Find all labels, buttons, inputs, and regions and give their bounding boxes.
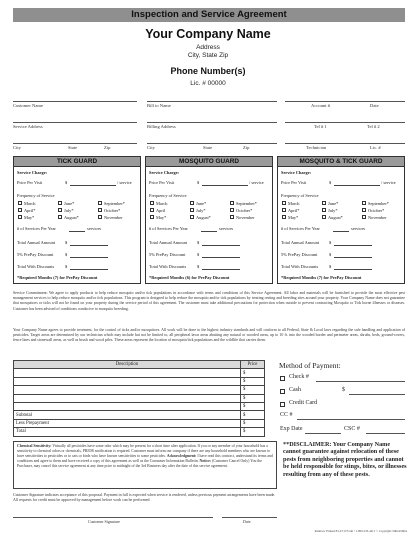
services-label: services [351,226,366,231]
month-label: October* [104,207,121,213]
service-charge-label: Service Charge: [149,170,180,175]
month-label: November [368,214,387,220]
company-city-state-zip: City, State Zip [187,52,229,59]
month-checkbox[interactable] [190,208,194,212]
acknowledgment-label: Acknowledgment: [166,454,197,458]
month-checkbox[interactable] [150,201,154,205]
services-per-year-label: # of Services Per Year [17,226,56,231]
prepay-discount-field[interactable] [70,257,108,258]
month-checkbox[interactable] [58,201,62,205]
month-checkbox[interactable] [98,201,102,205]
price-cell[interactable]: $ [241,369,265,377]
month-checkbox[interactable] [282,215,286,219]
month-label: March [156,200,168,206]
month-checkbox[interactable] [362,215,366,219]
price-cell[interactable]: $ [241,386,265,394]
price-cell[interactable]: $ [241,402,265,410]
cash-label: Cash [289,387,301,393]
table-row[interactable] [14,386,265,394]
service-panel [13,156,141,284]
prepay-discount-dollar-sign: $ [329,252,332,257]
subtotal-row-label: Subtotal [14,411,241,419]
panel-title: MOSQUITO GUARD [146,157,272,167]
technician-label: Technician [306,145,327,150]
total-with-discounts-dollar-sign: $ [65,264,68,269]
month-label: April* [288,207,300,213]
month-label: May* [156,214,167,220]
exp-date-line[interactable] [305,433,341,434]
description-cell[interactable] [14,394,241,402]
required-months-note: *Required Months (7) for PrePay Discount [281,275,362,280]
subtotal-row [14,411,265,419]
cash-dollar-sign: $ [342,387,345,393]
account-line[interactable] [285,101,405,102]
notice-label: Notice: [199,459,212,463]
price-per-visit-field[interactable] [70,185,116,186]
month-checkbox[interactable] [322,208,326,212]
price-header: Price [241,361,265,369]
csc-line[interactable] [366,433,405,434]
month-checkbox[interactable] [190,201,194,205]
month-label: May* [24,214,35,220]
table-row[interactable] [14,402,265,410]
service-charge-label: Service Charge: [281,170,312,175]
description-cell[interactable] [14,377,241,385]
csc-label: CSC # [344,426,360,432]
customer-signature-label: Customer Signature [88,519,120,524]
frequency-label: Frequency of Service [149,193,187,198]
description-cell[interactable] [14,369,241,377]
total-annual-field[interactable] [334,245,372,246]
cc-number-label: CC # [280,412,293,418]
credit-card-checkbox[interactable] [280,402,285,407]
month-checkbox[interactable] [98,215,102,219]
billing-address-label: Billing Address [147,124,176,129]
total-annual-label: Total Annual Amount [149,240,187,245]
cc-number-line[interactable] [297,419,405,420]
total-with-discounts-label: Total With Discounts [149,264,187,269]
check-checkbox[interactable] [280,376,285,381]
price-cell[interactable]: $ [241,377,265,385]
total-with-discounts-field[interactable] [202,269,240,270]
service-address-line[interactable] [13,122,137,123]
customer-name-line[interactable] [13,101,137,102]
agreement-title: Inspection and Service Agreement [13,8,405,22]
per-service-label: / service [249,180,264,185]
check-number-line[interactable] [316,381,405,382]
less-prepayment-row [14,419,265,427]
total-annual-label: Total Annual Amount [17,240,55,245]
acceptance-text: Customer Signature indicates acceptance of this proposal. Payment in full is expected when service is rendered, unless previous payment arrangements have been made. All requests for credit must be approved by management before work can be performed. [13,493,276,502]
month-checkbox[interactable] [322,215,326,219]
service-charge-label: Service Charge: [17,170,48,175]
bill-to-label: Bill to Name [147,103,171,108]
month-label: June* [64,200,75,206]
month-label: August* [196,214,211,220]
frequency-label: Frequency of Service [17,193,55,198]
month-checkbox[interactable] [98,208,102,212]
check-label: Check # [289,374,309,380]
services-per-year-field[interactable] [69,231,85,232]
total-annual-label: Total Annual Amount [281,240,319,245]
month-checkbox[interactable] [322,201,326,205]
total-with-discounts-label: Total With Discounts [17,264,55,269]
panel-title: TICK GUARD [14,157,140,167]
price-per-visit-label: Price Per Visit [281,180,307,185]
month-checkbox[interactable] [362,201,366,205]
date-label: Date [370,103,379,108]
prepay-discount-dollar-sign: $ [65,252,68,257]
price-cell[interactable]: $ [241,394,265,402]
price-dollar-sign: $ [197,180,200,185]
prepay-discount-label: 5% PrePay Discount [149,252,186,257]
chemical-sensitivity-text: Virtually all pesticides have some odor which may be present for a short time after application. If you or any member of your household has a sensitivity to chemical odors or chemicals, PRIOR notification is required. Customer must inform our company if there are any household members who are known to have sensitivities to pesticides or to cats or birds who have known sensitivities to some pesticides. [17,444,271,458]
total-annual-dollar-sign: $ [65,240,68,245]
tel1-label: Tel # 1 [314,124,327,129]
total-row-label: Total [14,428,241,436]
price-per-visit-label: Price Per Visit [149,180,175,185]
required-months-note: *Required Months (7) for PrePay Discount [17,275,98,280]
signature-date-label: Date [243,519,251,524]
state-label-right: State [203,145,213,150]
form-print-info: Rainbow Printed 8/14/7-6 Form • 1-800-233-4411 © Copyright: DRG4566A [314,529,407,533]
prepay-discount-label: 5% PrePay Discount [281,252,318,257]
company-address: Address [196,44,220,51]
month-label: March [24,200,36,206]
lic-label: Lic. # [370,145,381,150]
frequency-label: Frequency of Service [281,193,319,198]
city-label-left: City [13,145,21,150]
treatment-standards-text: Your Company Name agrees to provide treatment, for the control of ticks and/or mosquitoes. All work will be done to the highest industry standards and will conform to all Federal, State & Local laws regarding the safe handling and application of pesticides. Target areas are determined by our technician which may include but not be limited to, all peripheral lawn areas abutting any natural or wooded areas, up to 10 ft. into the wooded border and perimeter areas, shrubs, beds, ground-covers, fence lines and stonewall areas, as well as brush and wood piles. These areas represent the location of mosquito/tick populations and the wildlife that carries them. [13,328,405,343]
total-with-discounts-dollar-sign: $ [197,264,200,269]
services-label: services [87,226,102,231]
month-label: May* [288,214,299,220]
total-annual-dollar-sign: $ [329,240,332,245]
total-with-discounts-field[interactable] [334,269,372,270]
services-per-year-label: # of Services Per Year [281,226,320,231]
chemical-sensitivity-box [13,441,277,489]
month-label: October* [236,207,253,213]
account-label: Account # [311,103,331,108]
chemical-sensitivity-label: Chemical Sensitivity: [17,444,52,448]
price-dollar-sign: $ [65,180,68,185]
city-line-left[interactable] [13,143,137,144]
price-per-visit-field[interactable] [202,185,248,186]
state-label-left: State [68,145,78,150]
description-cell[interactable] [14,386,241,394]
services-label: services [219,226,234,231]
total-with-discounts-label: Total With Discounts [281,264,319,269]
description-header: Description [14,361,241,369]
city-label-right: City [147,145,155,150]
prepay-discount-field[interactable] [202,257,240,258]
month-label: July* [328,207,338,213]
month-checkbox[interactable] [150,215,154,219]
per-service-label: / service [381,180,396,185]
service-address-label: Service Address [13,124,43,129]
acknowledgment-text: I have read this contract, understand its terms and conditions and agree to them and have received a copy of this agreement as well as the Consumer Information Bulletin. [17,454,273,463]
table-row[interactable] [14,394,265,402]
month-checkbox[interactable] [282,201,286,205]
zip-label-left: Zip [104,145,111,150]
month-checkbox[interactable] [230,208,234,212]
month-label: September* [104,200,125,206]
total-with-discounts-field[interactable] [70,269,108,270]
description-cell[interactable] [14,402,241,410]
month-label: March [288,200,300,206]
month-checkbox[interactable] [18,208,22,212]
month-label: August* [328,214,343,220]
total-row-price[interactable]: $ [241,428,265,436]
services-per-year-label: # of Services Per Year [149,226,188,231]
month-label: November [104,214,123,220]
total-annual-field[interactable] [202,245,240,246]
total-with-discounts-dollar-sign: $ [329,264,332,269]
month-label: September* [368,200,389,206]
billing-address-line[interactable] [147,122,277,123]
required-months-note: *Required Months (6) for PrePay Discount [149,275,230,280]
services-per-year-field[interactable] [201,231,217,232]
month-checkbox[interactable] [58,208,62,212]
cash-amount-line[interactable] [349,394,405,395]
month-label: November [236,214,255,220]
month-checkbox[interactable] [230,201,234,205]
company-name: Your Company Name [145,27,271,41]
cancellation-text: (Customer Cancel Only) You the Purchaser, may cancel this service agreement at any time prior to midnight of the 3rd Business day after the date of this service agreement. [17,459,262,468]
month-label: June* [196,200,207,206]
signature-date-line[interactable] [222,517,277,518]
subtotal-row-price[interactable]: $ [241,411,265,419]
total-annual-dollar-sign: $ [197,240,200,245]
price-per-visit-label: Price Per Visit [17,180,43,185]
services-per-year-field[interactable] [333,231,349,232]
disclaimer-text: **DISCLAIMER: Your Company Name cannot guarantee against relocation of these pests from neighboring properties and cannot be held responsible for stings, bites, or illnesses resulting from any of these pests. [283,441,407,478]
total-row [14,428,265,436]
month-label: September* [236,200,257,206]
description-table [13,360,265,437]
service-commitment-text: Service Commitment: We agree to apply products to help reduce mosquito and/or tick populations in accordance with terms and conditions of this Service Agreement. All labor and materials will be furnished to provide the most effective pest management services to help reduce mosquito and/or tick populations. This program is designed to help reduce the mosquito and/or tick populations by treating resting and breeding sites around your property. Your Company Name does not guarantee that mosquitoes or ticks will not be found on your property during the service period of this agreement. The customer must take additional precautions for protection when outside to prevent contracting Mosquito or Tick borne illnesses or diseases. Customer has been advised of conditions conducive to mosquito breeding. [13,291,405,311]
customer-signature-line[interactable] [13,517,213,518]
month-checkbox[interactable] [230,215,234,219]
exp-date-label: Exp Date [280,426,303,432]
payment-title: Method of Payment: [279,361,341,370]
price-per-visit-field[interactable] [334,185,380,186]
month-checkbox[interactable] [58,215,62,219]
month-label: July* [196,207,206,213]
zip-label-right: Zip [243,145,250,150]
customer-name-label: Customer Name [13,103,43,108]
technician-line[interactable] [285,143,405,144]
cash-checkbox[interactable] [280,389,285,394]
tel2-label: Tel # 2 [367,124,380,129]
tel1-line[interactable] [285,122,405,123]
bill-to-line[interactable] [147,101,277,102]
per-service-label: / service [117,180,132,185]
table-row[interactable] [14,369,265,377]
month-label: April* [24,207,36,213]
month-checkbox[interactable] [18,215,22,219]
month-label: July* [64,207,74,213]
service-panel [145,156,273,284]
month-checkbox[interactable] [282,208,286,212]
panel-title: MOSQUITO & TICK GUARD [278,157,404,167]
total-annual-field[interactable] [70,245,108,246]
price-dollar-sign: $ [329,180,332,185]
month-label: October* [368,207,385,213]
credit-card-label: Credit Card [289,400,318,406]
month-label: April [156,207,166,213]
prepay-discount-field[interactable] [334,257,372,258]
prepay-discount-label: 5% PrePay Discount [17,252,54,257]
service-panel [277,156,405,284]
month-checkbox[interactable] [18,201,22,205]
company-phone: Phone Number(s) [170,66,246,76]
less-prepayment-row-label: Less Prepayment [14,419,241,427]
month-checkbox[interactable] [362,208,366,212]
month-checkbox[interactable] [150,208,154,212]
month-label: August* [64,214,79,220]
table-row[interactable] [14,377,265,385]
company-license: Lic. # 00000 [190,80,226,87]
month-checkbox[interactable] [190,215,194,219]
city-line-right[interactable] [147,143,277,144]
month-label: June* [328,200,339,206]
less-prepayment-row-price[interactable]: $ [241,419,265,427]
prepay-discount-dollar-sign: $ [197,252,200,257]
